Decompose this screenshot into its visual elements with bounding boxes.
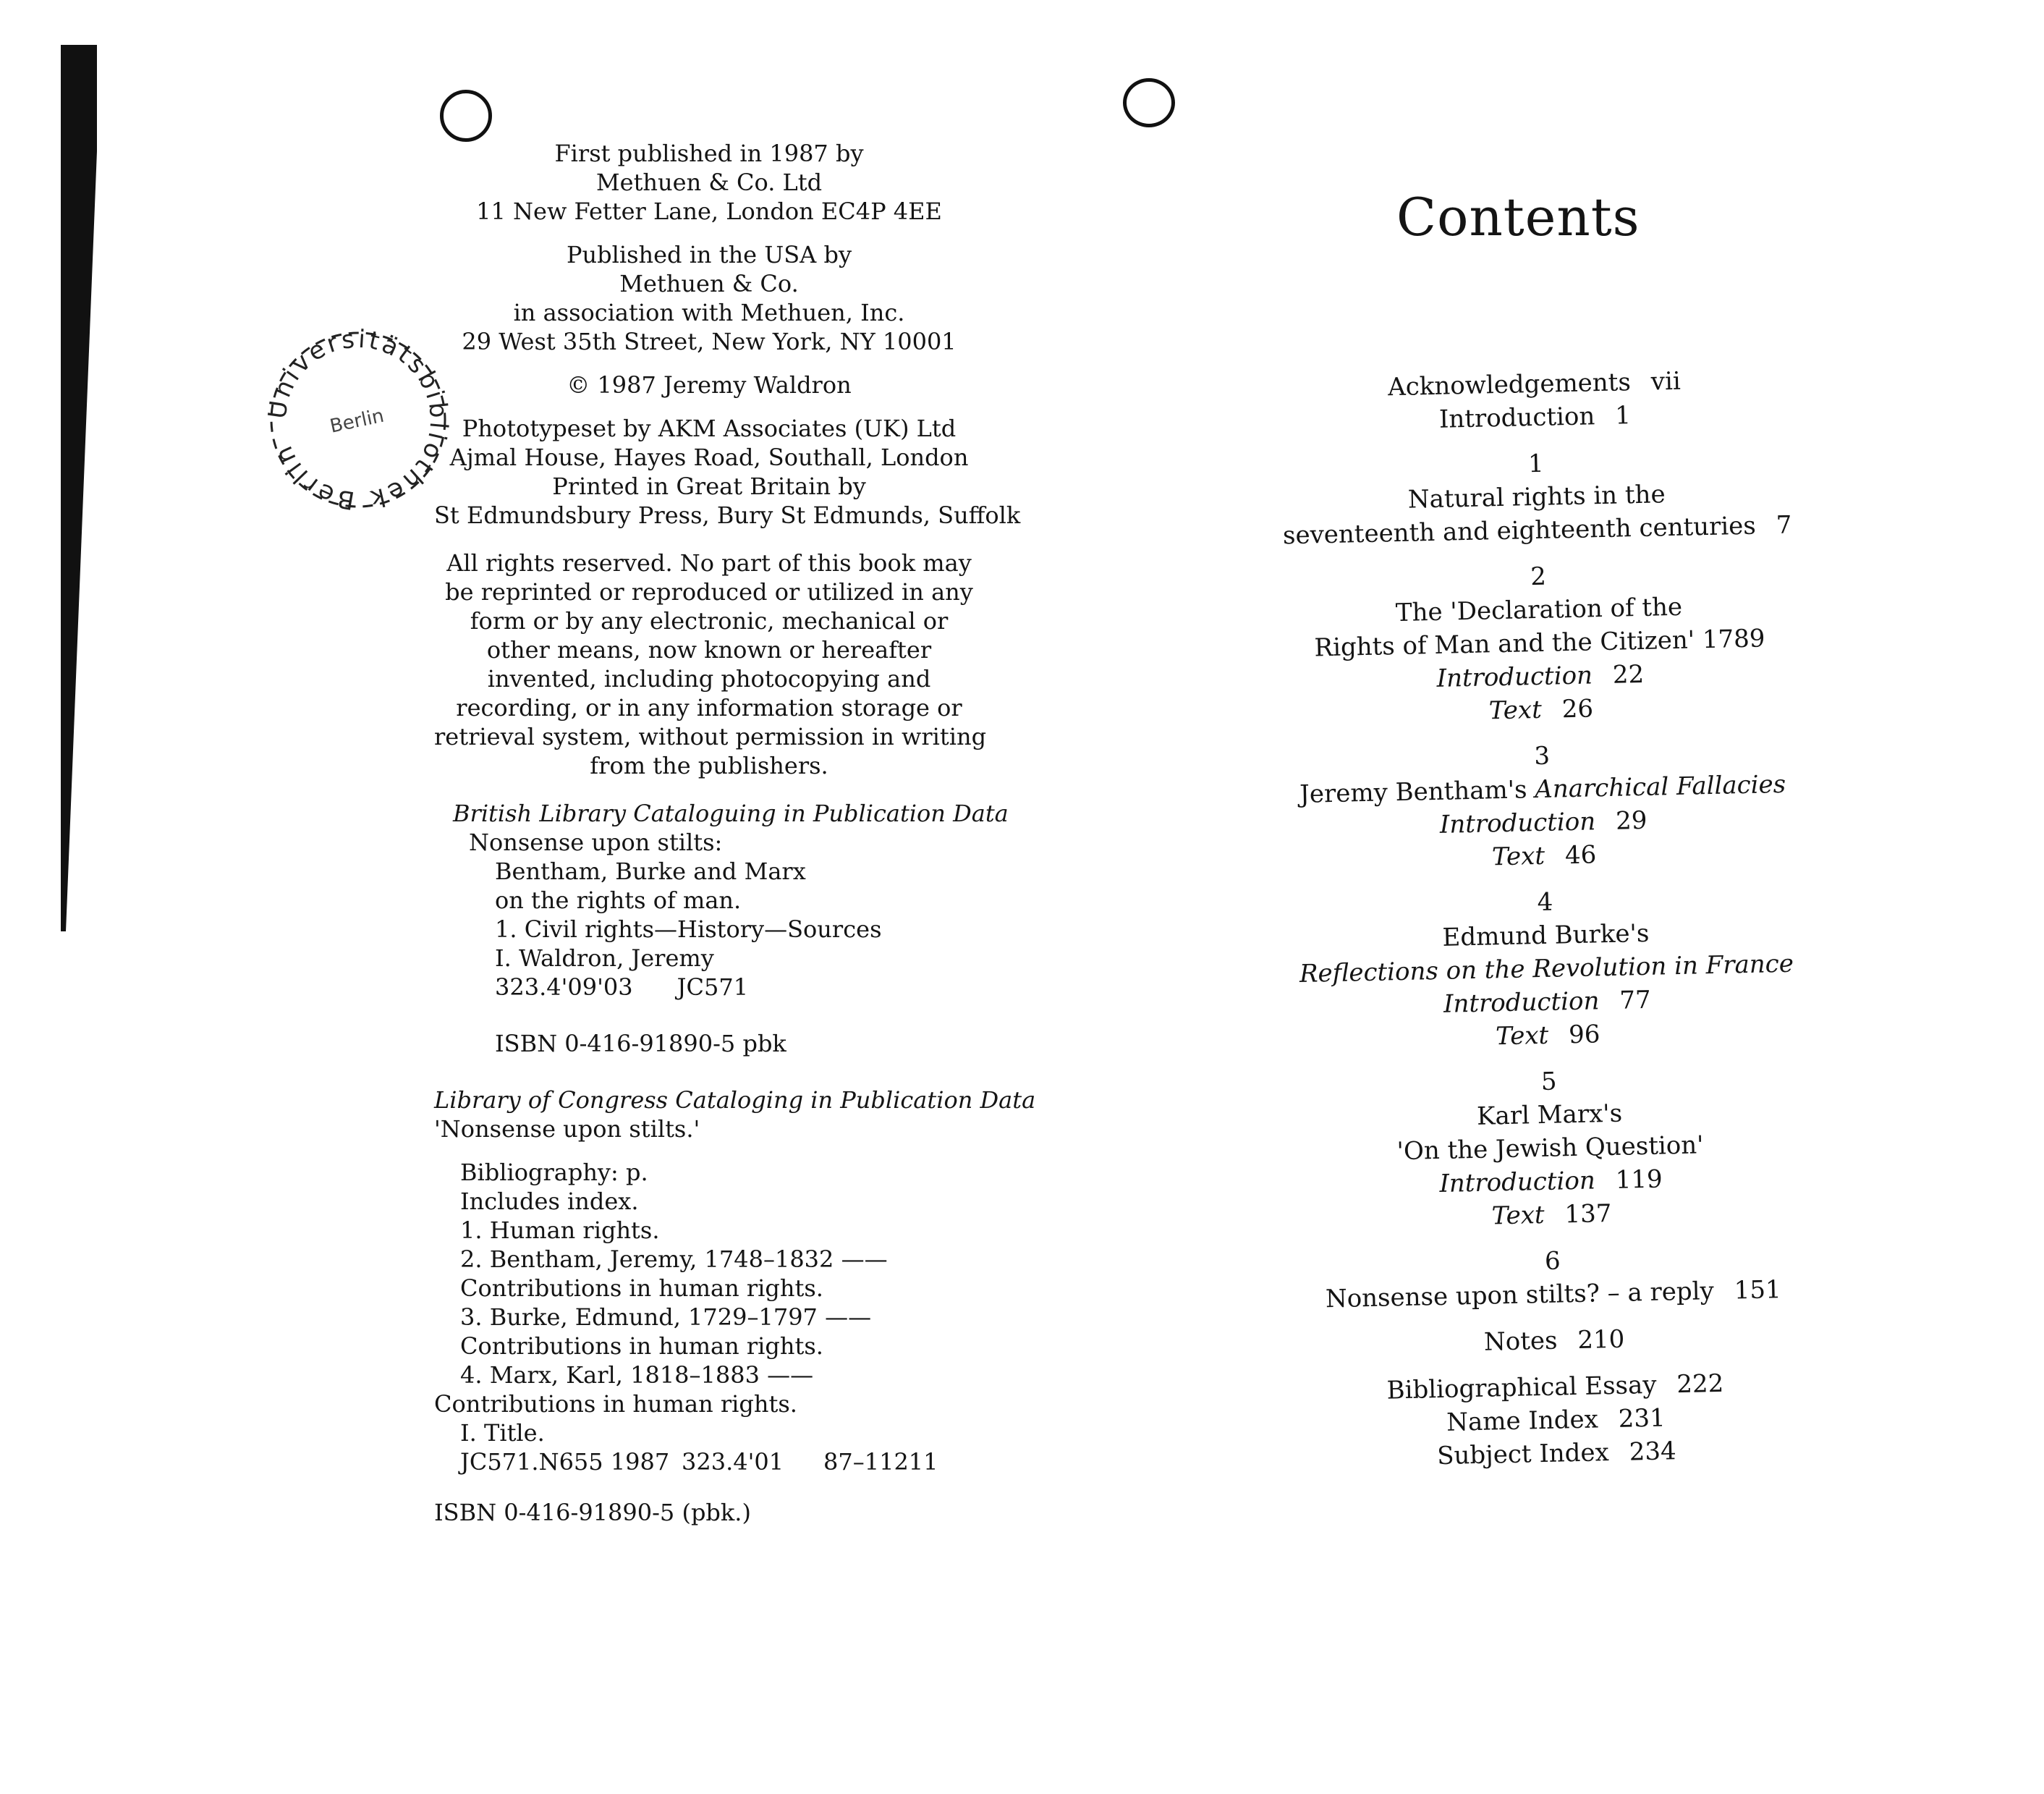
toc-page: 7 (1776, 510, 1792, 541)
text-line: Contributions in human rights. (460, 1332, 823, 1360)
chapter-number: 2 (1530, 562, 1547, 592)
bl-title: Nonsense upon stilts: (469, 829, 723, 856)
toc-label: Bibliographical Essay (1386, 1370, 1657, 1405)
loc-control-number: 87–11211 (823, 1448, 938, 1476)
toc-page: 96 (1568, 1020, 1600, 1050)
table-of-contents (1259, 362, 1832, 1476)
chapter-title: Nonsense upon stilts? – a reply (1325, 1277, 1715, 1314)
chapter-title: Edmund Burke's (1442, 918, 1650, 952)
toc-page: 46 (1564, 840, 1597, 871)
chapter-number: 4 (1537, 887, 1553, 918)
text-line: I. Waldron, Jeremy (495, 944, 714, 972)
svg-text:Berlin: Berlin (328, 405, 386, 438)
text-line: 3. Burke, Edmund, 1729–1797 —— (460, 1303, 872, 1331)
text-line: 1. Human rights. (460, 1217, 660, 1244)
chapter-title-part: Jeremy Bentham's (1299, 775, 1535, 809)
text-line: from the publishers. (590, 752, 828, 779)
chapter-number: 1 (1527, 449, 1545, 479)
text-line: Methuen & Co. Ltd (595, 169, 823, 196)
toc-label: Text (1491, 1200, 1545, 1231)
toc-label: Text (1495, 1020, 1549, 1052)
chapter-title: Rights of Man and the Citizen' 1789 (1314, 624, 1765, 663)
text-line: Ajmal House, Hayes Road, Southall, London (449, 444, 969, 471)
text-line: invented, including photocopying and (487, 665, 931, 693)
chapter-title: Reflections on the Revolution in France (1299, 949, 1794, 989)
chapter-number: 5 (1540, 1067, 1557, 1097)
text-line: © 1987 Jeremy Waldron (567, 371, 852, 399)
bl-heading: British Library Cataloguing in Publication Data (453, 800, 1009, 827)
text-line: Bibliography: p. (460, 1159, 648, 1186)
text-line: Includes index. (460, 1188, 639, 1215)
text-line: 1. Civil rights—History—Sources (495, 915, 882, 943)
copyright-page (434, 139, 1036, 1527)
text-line: on the rights of man. (495, 887, 742, 914)
text-line: 323.4'09'03 JC571 (495, 973, 749, 1001)
loc-dewey-number: 323.4'01 (682, 1448, 784, 1476)
toc-label: Introduction (1438, 402, 1595, 434)
first-published-block (434, 139, 984, 226)
text-line: St Edmundsbury Press, Bury St Edmunds, Suffolk (434, 502, 1021, 529)
text-line: retrieval system, without permission in writing (434, 723, 987, 750)
punch-hole-right (1123, 78, 1175, 127)
chapter-number: 6 (1544, 1246, 1561, 1276)
text-line: 2. Bentham, Jeremy, 1748–1832 —— (460, 1245, 888, 1273)
usa-publisher-block (434, 240, 984, 356)
toc-label: Text (1491, 841, 1545, 872)
text-line: 4. Marx, Karl, 1818–1883 —— (460, 1361, 814, 1389)
toc-page: 222 (1676, 1368, 1724, 1400)
chapter-title: seventeenth and eighteenth centuries (1282, 511, 1757, 551)
toc-page: 137 (1564, 1199, 1612, 1230)
text-line: in association with Methuen, Inc. (513, 299, 905, 326)
chapter-title-italic: Anarchical Fallacies (1534, 769, 1786, 805)
toc-label: Notes (1483, 1326, 1558, 1357)
loc-call-numbers (434, 1447, 984, 1476)
toc-page: 1 (1614, 401, 1632, 431)
punch-hole-left (440, 90, 492, 142)
toc-page: 77 (1619, 985, 1652, 1015)
text-line: Bentham, Burke and Marx (495, 858, 806, 885)
text-line: Methuen & Co. (619, 270, 799, 297)
library-stamp (257, 318, 459, 521)
rights-reserved-block (434, 549, 987, 780)
toc-page: 26 (1561, 694, 1594, 724)
text-line: recording, or in any information storage or (456, 694, 962, 722)
text-line: I. Title. (460, 1419, 545, 1447)
toc-page: 210 (1577, 1324, 1625, 1355)
final-isbn: ISBN 0-416-91890-5 (pbk.) (434, 1499, 751, 1526)
text-line: Phototypeset by AKM Associates (UK) Ltd (462, 415, 957, 442)
copyright-notice (434, 371, 984, 399)
text-line: be reprinted or reproduced or utilized in any (445, 578, 973, 606)
contents-title: Contents (1396, 187, 1640, 247)
loc-call-number: JC571.N655 1987 (460, 1448, 670, 1476)
toc-page: vii (1650, 366, 1682, 397)
toc-label: Introduction (1439, 1166, 1596, 1198)
text-line: Printed in Great Britain by (552, 473, 866, 500)
loc-heading: Library of Congress Cataloging in Publication Data (434, 1086, 1036, 1114)
text-line: form or by any electronic, mechanical or (470, 607, 949, 635)
chapter-title: The 'Declaration of the (1395, 592, 1683, 628)
chapter-title: Karl Marx's (1476, 1099, 1623, 1131)
typeset-block (434, 414, 1021, 530)
chapter-number: 3 (1534, 741, 1551, 771)
toc-label: Introduction (1443, 986, 1600, 1019)
text-line: First published in 1987 by (554, 140, 864, 167)
toc-page: 119 (1615, 1164, 1663, 1195)
toc-label: Text (1488, 695, 1543, 726)
loc-title: 'Nonsense upon stilts.' (434, 1115, 700, 1143)
scan-binding-edge (61, 45, 97, 931)
text-line: Published in the USA by (566, 241, 852, 268)
text-line: other means, now known or hereafter (486, 636, 932, 664)
toc-page: 151 (1734, 1275, 1782, 1306)
chapter-title: Natural rights in the (1407, 480, 1666, 515)
british-library-cip (434, 799, 1009, 1058)
toc-page: 231 (1618, 1403, 1666, 1434)
toc-label: Name Index (1446, 1405, 1599, 1437)
toc-label: Subject Index (1436, 1438, 1610, 1471)
text-line: Contributions in human rights. (434, 1390, 797, 1418)
toc-page: 29 (1615, 805, 1648, 836)
text-line: Contributions in human rights. (460, 1274, 823, 1302)
svg-text:Universitätsbibliothek Berlin: Universitätsbibliothek Berlin (263, 324, 454, 515)
toc-page: 234 (1629, 1437, 1677, 1467)
chapter-title: 'On the Jewish Question' (1396, 1130, 1704, 1167)
toc-label: Introduction (1439, 807, 1596, 839)
text-line: 11 New Fetter Lane, London EC4P 4EE (476, 198, 942, 225)
text-line: 29 West 35th Street, New York, NY 10001 (462, 328, 957, 355)
text-line: All rights reserved. No part of this book may (446, 549, 972, 577)
toc-label: Introduction (1436, 661, 1593, 693)
toc-page: 22 (1612, 659, 1645, 690)
toc-label: Acknowledgements (1387, 368, 1632, 402)
bl-isbn: ISBN 0-416-91890-5 pbk (495, 1030, 786, 1057)
library-of-congress-cip (434, 1086, 1036, 1527)
